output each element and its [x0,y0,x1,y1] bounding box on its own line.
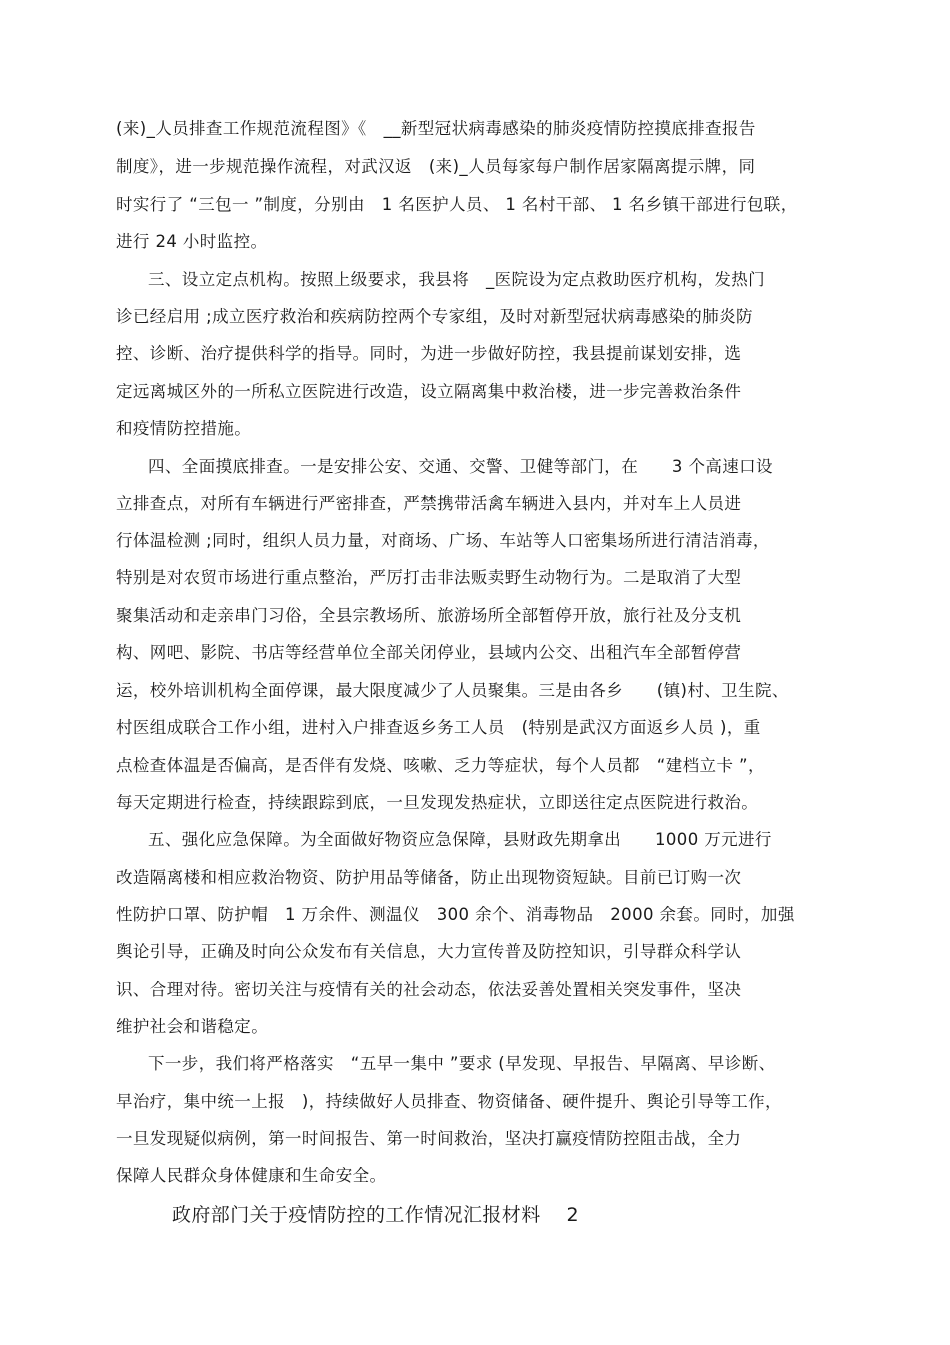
text-line: (来)_人员排查工作规范流程图》《 __新型冠状病毒感染的肺炎疫情防控摸底排查报告 [116,119,756,138]
text-line: 诊已经启用 ;成立医疗救治和疾病防控两个专家组，及时对新型冠状病毒感染的肺炎防 [116,307,753,326]
text-line: 改造隔离楼和相应救治物资、防护用品等储备，防止出现物资短缺。目前已订购一次 [116,868,742,887]
text-line: 控、诊断、治疗提供科学的指导。同时，为进一步做好防控，我县提前谋划安排，选 [116,344,742,363]
text-line: 维护社会和谐稳定。 [116,1017,269,1036]
text-line: 时实行了 “三包一 ”制度，分别由 1 名医护人员、 1 名村干部、 1 名乡镇干部进行包联， [116,195,798,214]
section-title: 政府部门关于疫情防控的工作情况汇报材料 2 [172,1204,579,1226]
text-line: 行体温检测 ;同时，组织人员力量，对商场、广场、车站等人口密集场所进行清洁消毒， [116,531,770,550]
text-line: 性防护口罩、防护帽 1 万余件、测温仪 300 余个、消毒物品 2000 余套。同时，加强 [116,905,795,924]
text-line: 特别是对农贸市场进行重点整治，严厉打击非法贩卖野生动物行为。二是取消了大型 [116,568,742,587]
text-line: 三、设立定点机构。按照上级要求，我县将 _医院设为定点救助医疗机构，发热门 [148,270,766,289]
text-line: 聚集活动和走亲串门习俗，全县宗教场所、旅游场所全部暂停开放，旅行社及分支机 [116,606,742,625]
text-line: 定远离城区外的一所私立医院进行改造，设立隔离集中救治楼，进一步完善救治条件 [116,382,742,401]
text-line: 村医组成联合工作小组，进村入户排查返乡务工人员 (特别是武汉方面返乡人员 )，重 [116,718,761,737]
text-line: 和疫情防控措施。 [116,419,252,438]
text-line: 五、强化应急保障。为全面做好物资应急保障，县财政先期拿出 1000 万元进行 [148,830,772,849]
text-line: 立排查点，对所有车辆进行严密排查，严禁携带活禽车辆进入县内，并对车上人员进 [116,494,742,513]
text-line: 构、网吧、影院、书店等经营单位全部关闭停业，县域内公交、出租汽车全部暂停营 [116,643,742,662]
text-line: 保障人民群众身体健康和生命安全。 [116,1166,387,1185]
text-line: 识、合理对待。密切关注与疫情有关的社会动态，依法妥善处置相关突发事件，坚决 [116,980,742,999]
text-line: 每天定期进行检查，持续跟踪到底，一旦发现发热症状，立即送往定点医院进行救治。 [116,793,759,812]
text-line: 舆论引导，正确及时向公众发布有关信息，大力宣传普及防控知识，引导群众科学认 [116,942,742,961]
text-line: 一旦发现疑似病例，第一时间报告、第一时间救治，坚决打赢疫情防控阻击战，全力 [116,1129,742,1148]
text-line: 四、全面摸底排查。一是安排公安、交通、交警、卫健等部门，在 3 个高速口设 [148,457,773,476]
text-line: 点检查体温是否偏高，是否伴有发烧、咳嗽、乏力等症状，每个人员都 “建档立卡 ”， [116,756,765,775]
text-line: 运，校外培训机构全面停课，最大限度减少了人员聚集。三是由各乡 (镇)村、卫生院、 [116,681,789,700]
text-line: 早治疗，集中统一上报 )，持续做好人员排查、物资储备、硬件提升、舆论引导等工作， [116,1092,782,1111]
text-line: 制度》，进一步规范操作流程，对武汉返 (来)_人员每家每户制作居家隔离提示牌，同 [116,157,756,176]
text-line: 进行 24 小时监控。 [116,232,268,251]
text-line: 下一步，我们将严格落实 “五早一集中 ”要求 (早发现、早报告、早隔离、早诊断、 [148,1054,776,1073]
